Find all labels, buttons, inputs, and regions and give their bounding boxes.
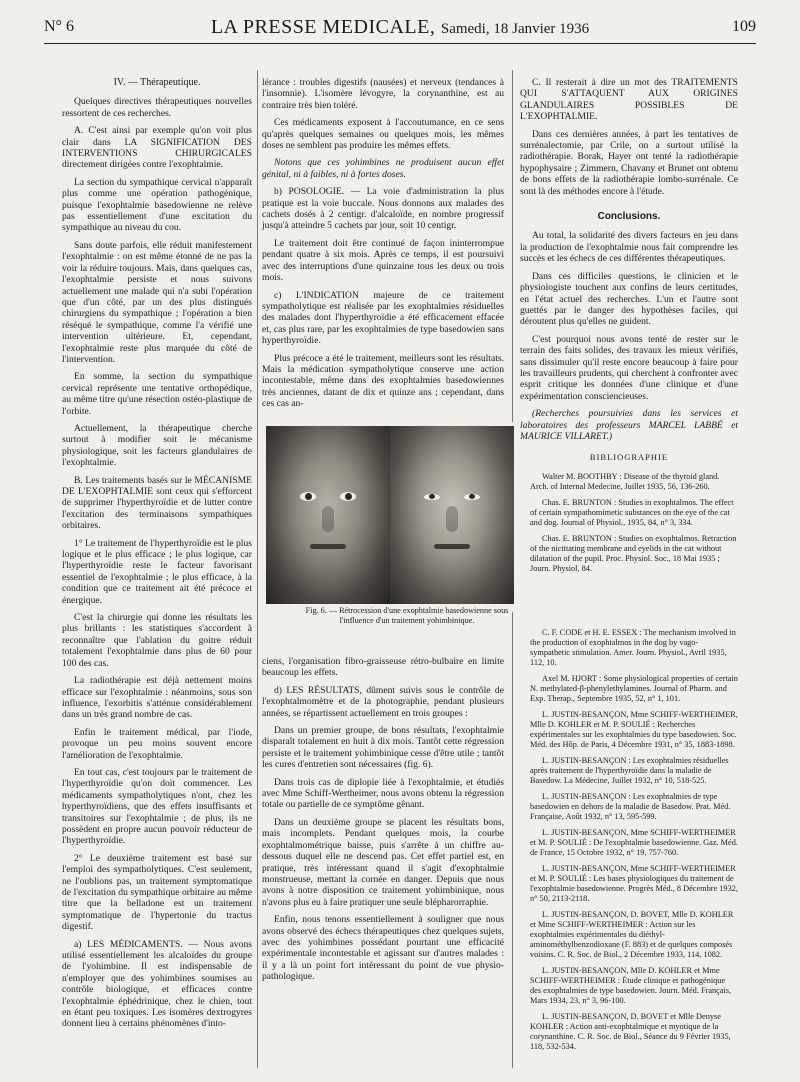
bibliography-entry: L. JUSTIN-BESANÇON, Mme SCHIFF-WERTHEIMER et M. P. SOULIÉ : Les bases physiologiques du traitement de l'exophtalmie basedowienne. Progrès Méd., 8 Décembre 1932, n° 50, 2113-2118. [530,864,738,903]
paragraph: Dans un premier groupe, de bons résultats, l'exophtalmie disparaît totalement en huit à dix mois. Tantôt cette régression persiste et le traitement yohimbinique cesse d'être utile ; tantôt les cures d'entretien sont nécessaires (fig. 6). [262,725,504,771]
paragraph: Notons que ces yohimbines ne produisent aucun effet génital, ni à faibles, ni à fortes doses. [262,157,504,180]
eye [300,492,316,501]
page-header [44,14,756,40]
conclusions-title: Conclusions. [597,211,661,223]
paragraph: La section du sympathique cervical n'apparaît plus comme une opération pathogénique, puisque l'exophtalmie basedowienne ne relève pas essentiellement d'une excitation du sympathique au niveau du cou. [62,176,252,234]
paragraph: Dans ces dernières années, à part les tentatives de surrénalectomie, par Crile, on a surtout utilisé la radiothérapie. Borak, Hayer ont tenté la radiothérapie hypophysaire ; Zimmern, Chavany et Brunet ont obtenu de bons effets de la radiothérapie lombo-surrénale. Ce sont là des méthodes encore à l'étude. [520,128,738,197]
paragraph: (Recherches poursuivies dans les services et laboratoires des professeurs MARCEL LABBÉ et MAURICE VILLARET.) [520,408,738,442]
paragraph: Le traitement doit être continué de façon ininterrompue pendant quatre à six mois. Après ce temps, il est poursuivi avec des interruptions d'une quinzaine tous les deux ou trois mois. [262,237,504,284]
journal-title: LA PRESSE MEDICALE, Samedi, 18 Janvier 1936 [210,16,590,38]
paragraph: 1° Le traitement de l'hyperthyroïdie est le plus logique et le plus efficace ; le plus logique, car l'hyperthyroïdie reste le facteur favorisant essentiel de l'exophtalmie ; le plus efficace, à la condition que ce traitement ait été précoce et énergique. [62,537,252,606]
column-divider-2a [512,70,513,422]
bibliography-entry: C. F. CODE et H. E. ESSEX : The mechanism involved in the production of exophtalmos in the dog by vago-sympathetic stimulation. Amer. Journ. Physiol., Avril 1935, 112, 10. [530,628,736,667]
bibliography-entry: Axel M. HJORT : Some physiological properties of certain N. methylated-β-phenylethylamines. Journal of Pharm. and Exp. Therap., Septembre 1935, 52, n° 1, 101. [530,674,738,703]
column-divider-2b [512,612,513,1068]
bibliography-entry: L. JUSTIN-BESANÇON, D. BOVET et Mlle Denyse KOHLER : Action anti-exophtalmique et myotique de la corynanthine. C. R. Soc. de Biol., Séance du 9 Février 1935, 118, 532-534. [530,1012,731,1051]
paragraph: A. C'est ainsi par exemple qu'on voit plus clair dans LA SIGNIFICATION DES INTERVENTIONS CHIRURGICALES directement dirigées contre l'exophtalmie. [62,125,252,171]
nose [322,506,334,532]
paragraph: Plus précoce a été le traitement, meilleurs sont les résultats. Mais la médication sympatholytique conserve une action incontestable, même dans des exophtalmies basedowiennes très anciennes, datant de dix et quinze ans ; cependant, dans ces cas an- [262,352,504,410]
bibliography-entry: L. JUSTIN-BESANÇON : Les exophtalmies de type basedowien en dehors de la maladie de Basedow. Prat. Méd. Française, Août 1932, n° 13, 595-599. [530,792,731,821]
figure-caption: Fig. 6. — Rétrocession d'une exophtalmie basedowienne sous l'influence d'un traitement yohimbinique. [305,606,509,625]
patient-photo-before [266,426,390,604]
paragraph: Enfin, nous tenons essentiellement à souligner que nous avons observé des échecs thérapeutiques chez quelques sujets, avec des yohimbines possédant pourtant une efficacité expérimentale incontestable et agissant sur d'autres malades : il y a là un point fort intéressant du point de vue physio-pathologique. [262,914,504,983]
paragraph: C. Il resterait à dire un mot des TRAITEMENTS QUI S'ATTAQUENT AUX ORIGINES GLANDULAIRES POSSIBLES DE L'EXOPHTALMIE. [520,77,738,123]
issue-number: N° 6 [44,18,74,35]
paragraph: Au total, la solidarité des divers facteurs en jeu dans la production de l'exophtalmie nous fait comprendre les succès et les échecs de ces différentes thérapeutiques. [520,230,738,265]
figure-photograph [266,426,514,604]
paragraph: La radiothérapie est déjà nettement moins efficace sur l'exophtalmie : néanmoins, sous son influence, l'exorbitis s'atténue considérablement dans un très grand nombre de cas. [62,675,252,721]
paragraph: Dans trois cas de diplopie liée à l'exophtalmie, et étudiés avec Mme Schiff-Wertheimer, nous avons obtenu la régression totale ou partielle de ce symptôme gênant. [262,776,504,811]
paragraph: Dans ces difficiles questions, le clinicien et le physiologiste touchent aux confins de leurs certitudes, en l'état actuel des recherches. L'un et l'autre sont guettés par le danger des hypothèses faciles, qui déroutent plus qu'elles ne guident. [520,270,738,328]
bibliography-title: BIBLIOGRAPHIE [589,452,669,463]
paragraph: a) LES MÉDICAMENTS. — Nous avons utilisé essentiellement les alcaloïdes du groupe de l'yohimbine. Il est indispensable de n'employer que des yohimbines soumises au contrôle biologique, et efficaces contre l'exophtalmie éphédrinique, chez le chien, tout en étant peu toxiques. Les isomères dextrogyres donnent lieu à certains phénomènes d'into- [62,938,252,1030]
bibliography-entry: L. JUSTIN-BESANÇON : Les exophtalmies résiduelles après traitement de l'hyperthyroïdie dans la maladie de Basedow. La Médecine, Juillet 1932, n° 10, 518-525. [530,756,729,785]
paragraph: ciens, l'organisation fibro-graisseuse rétro-bulbaire en limite beaucoup les effets. [262,656,504,679]
bibliography-entry: Chas. E. BRUNTON : Studies in exophtalmos. The effect of certain sympathomimetic substances on the eye of the cat and dog. Journal of Physiol., 1935, 84, n° 3, 334. [530,497,734,527]
paragraph: Enfin le traitement médical, par l'iode, provoque un peu moins souvent encore l'amélioration de l'exophtalmie. [62,726,252,761]
paragraph: Dans un deuxième groupe se placent les résultats bons, mais incomplets. Pendant quelques mois, la courbe exophtalmométrique baisse, puis s'arrête à un chiffre au-dessous duquel elle ne descend pas. Cet effet partiel est, en pratique, très intéressant quand il s'agit d'exophtalmie monstrueuse, mettant la cornée en danger. Depuis que nous avons à notre disposition ce traitement yohimbinique, nous n'avons plus eu à faire pratiquer une seule blépharorraphie. [262,816,504,908]
paragraph: d) LES RÉSULTATS, dûment suivis sous le contrôle de l'exophtalmomètre et de la photographie, pendant plusieurs années, se répartissent actuellement en trois groupes : [262,684,504,719]
column-left [62,77,252,1067]
column-middle-bottom [262,656,504,1068]
mouth [434,544,470,549]
eye [340,492,356,501]
bibliography-entry: L. JUSTIN-BESANÇON, Mme SCHIFF-WERTHEIMER, Mlle D. KOHLER et M. P. SOULIÉ : Recherches expérimentales sur les exophtalmies du type basedowien. Soc. Méd. des Hôp. de Paris, 4 Décembre 1931, n° 35, 1883-1898. [530,710,738,749]
bibliography-entry: L. JUSTIN-BESANÇON, D. BOVET, Mlle D. KOHLER et Mme SCHIFF-WERTHEIMER : Action sur les exophtalmies expérimentales du diéthyl-aminométhylbenzodioxane (F. 883) et de quelques composés voisins. C. R. Soc. de Biol., 2 Décembre 1933, 114, 1082. [530,910,734,959]
paragraph: C'est pourquoi nous avons tenté de rester sur le terrain des faits solides, des travaux les mieux vérifiés, sans dissimuler qu'il reste encore beaucoup à faire pour les travailleurs prudents, qui cherchent à confronter avec esprit critique les données d'une clinique et d'une expérimentation consciencieuses. [520,333,738,402]
column-middle-top [262,77,504,410]
column-divider-1 [257,70,258,1068]
column-right-bottom [520,628,738,1068]
section-title: IV. — Thérapeutique. [113,77,201,88]
paragraph: c) L'INDICATION majeure de ce traitement sympatholytique est réalisée par les exophtalmies résiduelles des malades dont l'hyperthyroïdie a été efficacement effacée et, cas plus rare, par les exophtalmies de type basedowien sans hyperthyroïdie. [262,289,504,347]
paragraph: Sans doute parfois, elle réduit manifestement l'exophtalmie : on est même étonné de ne pas la voir la réduire toujours. Mais, dans quelques cas, l'exophtalmie persiste et nous suivons actuellement une malade qui n'a subi l'opération que d'un côté, par un des plus distingués chirurgiens du sympathique ; l'opération a bien réséqué le sympathique, comme l'a vérifié une intervention ultérieure. Et, cependant, l'exophtalmie reste plus marquée du côté de l'intervention. [62,239,252,365]
paragraph: En somme, la section du sympathique cervical représente une tentative orthopédique, au même titre qu'une résection ostéo-plastique de l'orbite. [62,371,252,417]
eye [464,494,480,500]
paragraph: Ces médicaments exposent à l'accoutumance, en ce sens qu'après quelques semaines ou quelques mois, les mêmes doses ne semblent pas produire les mêmes effets. [262,117,504,152]
bibliography-entry: Walter M. BOOTHBY : Disease of the thyroid gland. Arch. of Internal Medecine, Juillet 1935, 56, 136-260. [530,471,720,491]
bibliography-entry: Chas. E. BRUNTON : Studies on exophtalmos. Retraction of the nictitating membrane and eyelids in the cat without dilatation of the pupil. Proc. Physiol. Soc., 18 Mai 1935 ; Journ. Physiol, 84. [530,533,737,573]
issue-date: Samedi, 18 Janvier 1936 [440,21,590,37]
nose [446,506,458,532]
paragraph: b) POSOLOGIE. — La voie d'administration la plus pratique est la voie buccale. Nous donnons aux malades des cachets dosés à 2 centigr. d'alcaloïde, en nombre progressif jusqu'à atteindre 5 cachets par jour, soit 10 centigr. [262,186,504,232]
patient-photo-after [390,426,514,604]
column-right-top [520,77,738,623]
paragraph: C'est la chirurgie qui donne les résultats les plus brillants : les statistiques s'accordent à reconnaître que l'ablation du goitre réduit totalement l'exophtalmie dans plus de 60 pour 100 des cas. [62,612,252,669]
mouth [310,544,346,549]
paragraph: B. Les traitements basés sur le MÉCANISME DE L'EXOPHTALMIE sont ceux qui s'efforcent de supprimer l'hyperthyroïdie et de lutter contre l'excitation des terminaisons sympathiques orbitaires. [62,474,252,532]
paragraph: Actuellement, la thérapeutique cherche surtout à modifier soit le mécanisme physiologique, soit les facteurs glandulaires de l'exophtalmie. [62,422,252,469]
paragraph: 2° Le deuxième traitement est basé sur l'emploi des sympatholytiques. C'est seulement, ne l'oublions pas, un traitement symptomatique de l'excitation du sympathique orbitaire au même titre que la belladone est un traitement symptomatique de l'hypertonie du tractus digestif. [62,852,252,933]
eye [424,494,440,500]
paragraph: Quelques directives thérapeutiques nouvelles ressortent de ces recherches. [62,96,252,119]
page-number: 109 [732,18,756,35]
header-rule [44,43,756,44]
bibliography-entry: L. JUSTIN-BESANÇON, Mlle D. KOHLER et Mme SCHIFF-WERTHEIMER : Étude clinique et pathogénique des exophtalmies de type basedowien. Journ. Méd. Français, Mars 1934, 23, n° 3, 96-100. [530,966,732,1005]
paragraph: En tout cas, c'est toujours par le traitement de l'hyperthyroïdie qu'on doit commencer. Les médicaments sympatholytiques n'ont, chez les hyperthyroïdiens, que des effets insuffisants et transitoires sur l'exophtalmie ; de plus, ils ne possèdent en propre aucun pouvoir réducteur de l'hyperthyroïdie. [62,766,252,847]
paragraph: lérance : troubles digestifs (nausées) et nerveux (tendances à l'insomnie). L'isomère lévogyre, la corynanthine, est au contraire très bien toléré. [262,77,504,111]
bibliography-entry: L. JUSTIN-BESANÇON, Mme SCHIFF-WERTHEIMER et M. P. SOULIÉ : De l'exophtalmie basedowienne. Gaz. Méd. de France, 15 Octobre 1932, n° 19, 757-760. [530,828,738,857]
